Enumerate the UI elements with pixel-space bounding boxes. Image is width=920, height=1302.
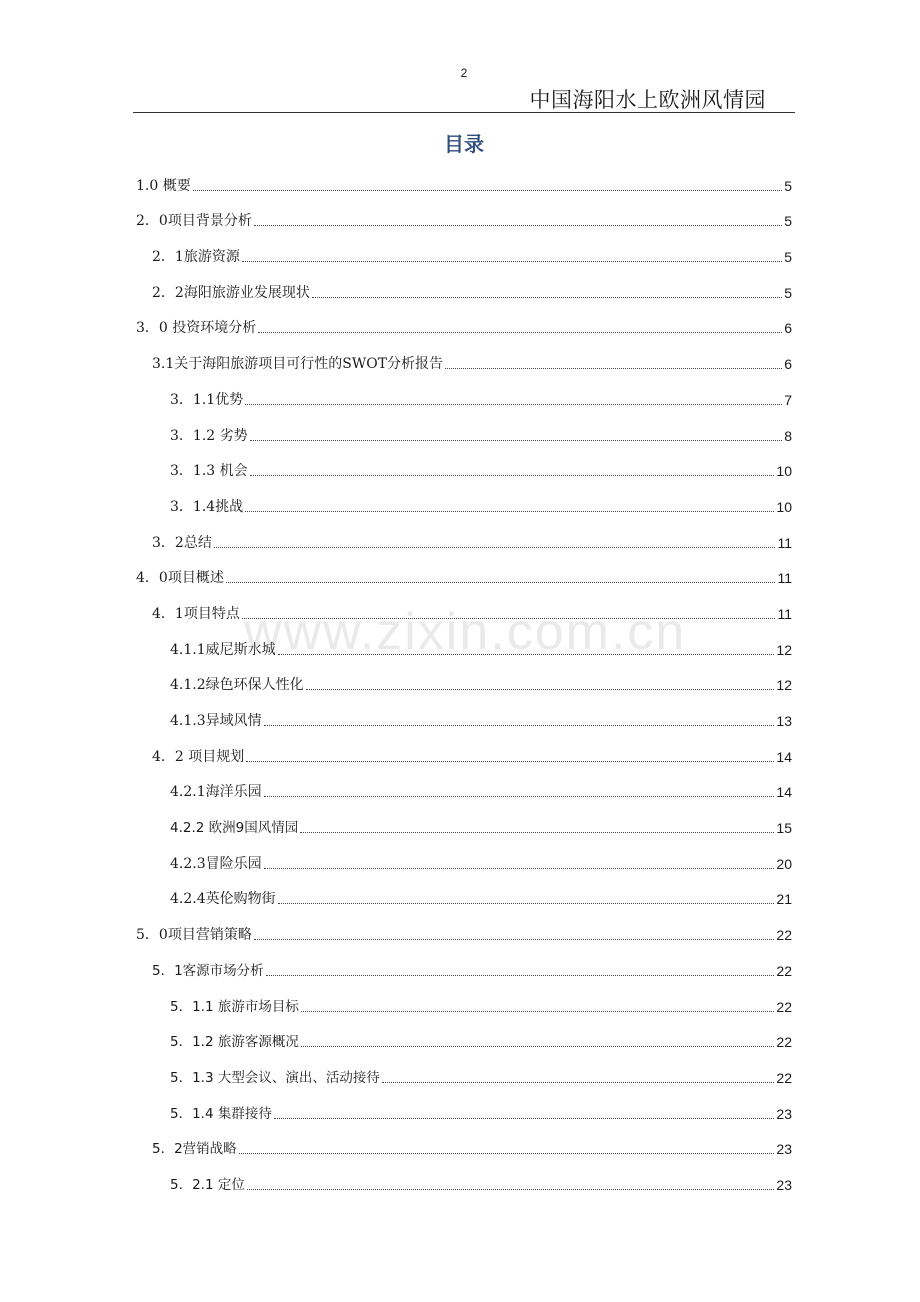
toc-entry-label: 3.1关于海阳旅游项目可行性的SWOT分析报告 (152, 356, 444, 373)
toc-entry[interactable] (136, 201, 792, 237)
toc-entry[interactable] (136, 1129, 792, 1165)
toc-entry-page: 10 (776, 463, 792, 480)
toc-entry[interactable] (136, 308, 792, 344)
toc-entry[interactable] (136, 379, 792, 415)
toc-entry-page: 14 (776, 748, 792, 765)
toc-entry-page: 6 (784, 356, 792, 373)
toc-entry-page: 14 (776, 784, 792, 801)
toc-entry-page: 8 (784, 427, 792, 444)
toc-entry[interactable] (136, 593, 792, 629)
toc-dot-leader (264, 725, 775, 726)
toc-entry-label: 4.2.1海洋乐园 (170, 784, 262, 801)
toc-entry-page: 7 (784, 391, 792, 408)
toc-entry[interactable] (136, 700, 792, 736)
toc-entry-label: 5．1客源市场分析 (152, 962, 264, 979)
toc-entry[interactable] (136, 807, 792, 843)
toc-dot-leader (312, 297, 782, 298)
toc-entry-page: 11 (777, 570, 792, 587)
toc-entry[interactable] (136, 629, 792, 665)
toc-entry-page: 22 (776, 1034, 792, 1051)
toc-entry-page: 5 (784, 213, 792, 230)
toc-entry-page: 12 (776, 677, 792, 694)
toc-dot-leader (242, 618, 776, 619)
toc-entry-page: 22 (776, 962, 792, 979)
watermark: www.zixin.com.cn (244, 603, 687, 661)
toc-entry-label: 2．1旅游资源 (152, 249, 240, 266)
toc-entry-page: 20 (776, 855, 792, 872)
toc-entry-label: 4．2 项目规划 (152, 748, 245, 765)
toc-entry[interactable] (136, 950, 792, 986)
toc-entry[interactable] (136, 843, 792, 879)
toc-dot-leader (250, 475, 775, 476)
toc-entry-label: 3．1.1优势 (170, 391, 244, 408)
toc-dot-leader (214, 547, 776, 548)
toc-entry-label: 5．1.3 大型会议、演出、活动接待 (170, 1069, 380, 1086)
toc-entry[interactable] (136, 165, 792, 201)
toc-entry[interactable] (136, 1022, 792, 1058)
toc-entry[interactable] (136, 343, 792, 379)
toc-dot-leader (266, 975, 775, 976)
toc-entry-page: 22 (776, 927, 792, 944)
toc-entry-page: 11 (777, 534, 792, 551)
toc-entry-page: 13 (776, 713, 792, 729)
toc-entry-page: 22 (776, 998, 792, 1015)
toc-dot-leader (246, 761, 774, 762)
toc-entry-page: 5 (784, 249, 792, 266)
toc-entry[interactable] (136, 772, 792, 808)
toc-entry-page: 23 (776, 1105, 792, 1122)
toc-entry[interactable] (136, 451, 792, 487)
toc-entry-page: 23 (776, 1176, 792, 1193)
toc-dot-leader (226, 582, 776, 583)
toc-entry[interactable] (136, 736, 792, 772)
toc-dot-leader (254, 225, 782, 226)
page-number: 2 (460, 66, 468, 80)
toc-entry-label: 3．1.2 劣势 (170, 427, 248, 444)
toc-entry[interactable] (136, 522, 792, 558)
toc-title: 目录 (444, 132, 484, 156)
toc-entry-label: 2．0项目背景分析 (136, 213, 252, 230)
toc-entry-label: 5．1.4 集群接待 (170, 1105, 272, 1122)
toc-entry[interactable] (136, 1093, 792, 1129)
toc-entry-page: 5 (784, 177, 792, 194)
toc-entry[interactable] (136, 558, 792, 594)
toc-entry-label: 3．1.4挑战 (170, 498, 244, 515)
toc-dot-leader (254, 939, 775, 940)
toc-dot-leader (306, 689, 775, 690)
toc-entry-page: 22 (776, 1069, 792, 1086)
toc-dot-leader (300, 832, 774, 833)
toc-dot-leader (278, 903, 775, 904)
toc-entry[interactable] (136, 879, 792, 915)
toc-entry-page: 11 (777, 605, 792, 622)
toc-entry[interactable] (136, 415, 792, 451)
toc-dot-leader (247, 1189, 775, 1190)
toc-entry-label: 4.2.2 欧洲9国风情园 (170, 820, 299, 837)
toc-entry-page: 6 (784, 320, 792, 337)
toc-entry-label: 4．0项目概述 (136, 570, 224, 587)
toc-entry[interactable] (136, 1057, 792, 1093)
toc-entry-label: 5．2.1 定位 (170, 1176, 245, 1193)
toc-dot-leader (239, 1153, 775, 1154)
toc-dot-leader (278, 654, 775, 655)
toc-entry-label: 3．1.3 机会 (170, 463, 248, 480)
toc-entry[interactable] (136, 914, 792, 950)
toc-entry[interactable] (136, 272, 792, 308)
toc-dot-leader (264, 868, 775, 869)
toc-entry-label: 3．2总结 (152, 534, 212, 551)
toc-entry[interactable] (136, 986, 792, 1022)
toc-entry-label: 5．2营销战略 (152, 1141, 237, 1158)
toc-entry-label: 3．0 投资环境分析 (136, 320, 257, 337)
toc-dot-leader (382, 1082, 775, 1083)
toc-dot-leader (301, 1011, 775, 1012)
toc-entry-label: 5．0项目营销策略 (136, 927, 252, 944)
toc-entry-label: 2．2海阳旅游业发展现状 (152, 284, 310, 301)
toc-entry-page: 15 (776, 820, 792, 837)
toc-entry-label: 4．1项目特点 (152, 605, 240, 622)
toc-entry-label: 4.1.3异域风情 (170, 713, 262, 729)
toc-dot-leader (245, 511, 774, 512)
toc-dot-leader (264, 796, 775, 797)
toc-dot-leader (242, 261, 782, 262)
header-rule (133, 112, 795, 113)
toc-entry-page: 10 (776, 498, 792, 515)
table-of-contents (136, 165, 792, 1200)
toc-dot-leader (301, 1046, 775, 1047)
header-title: 中国海阳水上欧洲风情园 (529, 88, 766, 112)
toc-dot-leader (193, 190, 782, 191)
toc-entry-label: 4.2.4英伦购物街 (170, 891, 276, 908)
toc-entry-page: 21 (776, 891, 792, 908)
toc-entry-label: 5．1.1 旅游市场目标 (170, 998, 299, 1015)
toc-entry-label: 4.1.2绿色环保人性化 (170, 677, 304, 694)
toc-dot-leader (250, 440, 783, 441)
toc-entry-label: 5．1.2 旅游客源概况 (170, 1034, 299, 1051)
toc-entry-page: 23 (776, 1141, 792, 1158)
toc-dot-leader (274, 1118, 775, 1119)
toc-entry-label: 4.2.3冒险乐园 (170, 855, 262, 872)
toc-entry[interactable] (136, 1164, 792, 1200)
toc-entry[interactable] (136, 236, 792, 272)
toc-entry-page: 5 (784, 284, 792, 301)
toc-entry[interactable] (136, 665, 792, 701)
toc-entry-label: 1.0 概要 (136, 177, 191, 194)
toc-dot-leader (258, 332, 782, 333)
toc-dot-leader (445, 368, 782, 369)
toc-entry-label: 4.1.1威尼斯水城 (170, 641, 276, 658)
toc-dot-leader (245, 404, 782, 405)
toc-entry[interactable] (136, 486, 792, 522)
toc-entry-page: 12 (776, 641, 792, 658)
